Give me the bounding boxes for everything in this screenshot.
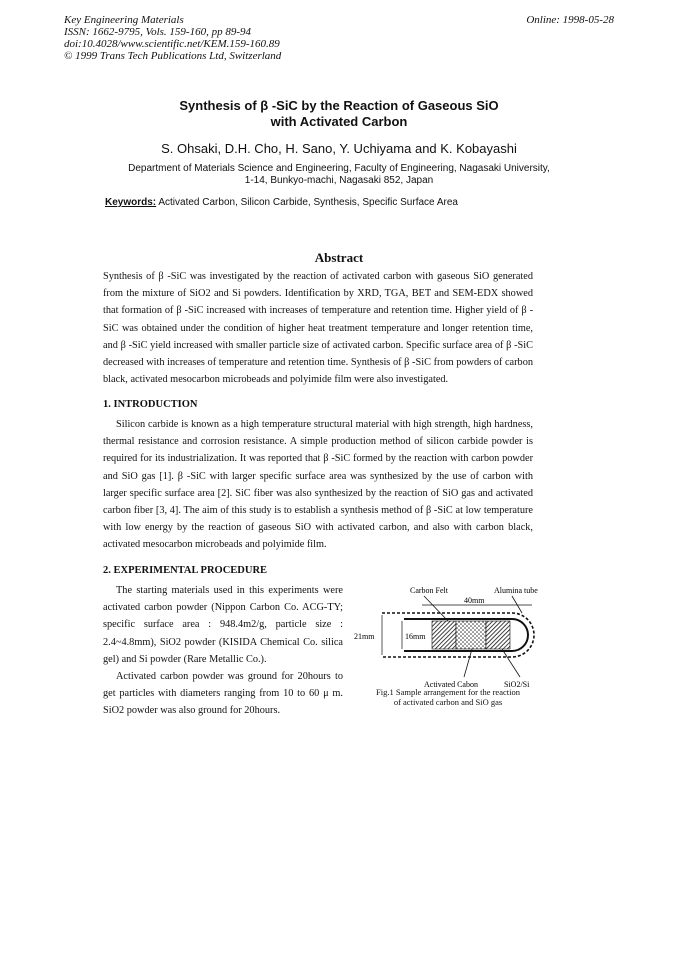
activated-carbon-block	[456, 621, 486, 649]
abstract-text: Synthesis of β -SiC was investigated by the reaction of activated carbon with gaseous SiO generated from the mixture of SiO2 and Si powders. Identification by XRD, TGA, BET and SEM-EDX showed that formation of β -SiC increased with increases of temperature and retention time. Higher yield of β -SiC was obtained under the condition of higher heat treatment temperature and longer retention time, and β -SiC yield increased with smaller particle size of activated carbon. Specific surface area of β -SiC decreased with increases of temperature and retention time. Synthesis of β -SiC from powders of carbon black, activated mesocarbon microbeads and polyimide film were also investigated.	[103, 271, 533, 386]
keywords-label: Keywords:	[105, 197, 157, 208]
affiliation-line-2: 1-14, Bunkyo-machi, Nagasaki 852, Japan	[244, 175, 434, 186]
label-sio2-si: SiO2/Si	[504, 680, 530, 689]
label-21mm: 21mm	[354, 632, 375, 641]
experimental-text	[103, 582, 343, 720]
intro-text: Silicon carbide is known as a high temperature structural material with high strength, high hardness, thermal resistance and corrosion resistance. A simple production method of silicon carbide powder is required for its industrialization. It was reported that β -SiC formed by the reaction with carbon powder and SiO gas [1]. β -SiC with larger specific surface area was synthesized by the use of carbon with larger specific surface area [2]. SiC fiber was also synthesized by the reaction of SiO gas and activated carbon fiber [3, 4]. The aim of this study is to establish a synthesis method of β -SiC at low temperature with low energy by the reaction of gaseous SiO with activated carbon, and also with carbon black, activated mesocarbon microbeads and polyimide film.	[103, 419, 533, 551]
carbon-felt-block	[432, 621, 456, 649]
journal-name: Key Engineering Materials	[64, 14, 184, 26]
pointer-carbon-felt	[424, 596, 448, 621]
label-16mm: 16mm	[405, 632, 426, 641]
experimental-paragraph-1: The starting materials used in this experiments were activated carbon powder (Nippon Carbon Co. ACG-TY; specific surface area : 948.4m2/g, particle size : 2.4~4.8mm), SiO2 powder (KISIDA Chemical Co. silica gel) and Si powder (Rare Metallic Co.).	[103, 585, 343, 665]
intro-heading: 1. INTRODUCTION	[103, 399, 198, 410]
issn-line: ISSN: 1662-9795, Vols. 159-160, pp 89-94	[64, 26, 251, 38]
copyright-line: © 1999 Trans Tech Publications Ltd, Switzerland	[64, 50, 282, 62]
journal-header	[64, 14, 281, 62]
label-activated-carbon: Activated Cabon	[424, 680, 478, 689]
authors: S. Ohsaki, D.H. Cho, H. Sano, Y. Uchiyama and K. Kobayashi	[161, 141, 517, 156]
title-line-2: with Activated Carbon	[270, 114, 408, 129]
sio2-si-block	[486, 621, 510, 649]
doi-line[interactable]: doi:10.4028/www.scientific.net/KEM.159-160.89	[64, 38, 280, 50]
keywords-text: Activated Carbon, Silicon Carbide, Synthesis, Specific Surface Area	[158, 197, 458, 208]
label-alumina-tube: Alumina tube	[494, 586, 538, 595]
paper-title	[0, 98, 678, 130]
affiliation-line-1: Department of Materials Science and Engineering, Faculty of Engineering, Nagasaki University,	[128, 163, 550, 174]
sample-arrangement-diagram	[352, 583, 544, 693]
pointer-activated-carbon	[464, 649, 472, 677]
experimental-heading: 2. EXPERIMENTAL PROCEDURE	[103, 565, 268, 576]
affiliation	[0, 163, 678, 187]
caption-line-2: of activated carbon and SiO gas	[393, 697, 503, 707]
pointer-sio2-si	[502, 649, 520, 677]
online-date: Online: 1998-05-28	[526, 14, 614, 26]
figure-1-caption	[352, 687, 544, 707]
pointer-alumina-tube	[512, 596, 522, 613]
abstract-heading: Abstract	[314, 250, 364, 265]
title-line-1: Synthesis of β -SiC by the Reaction of Gaseous SiO	[179, 98, 499, 113]
keywords	[105, 197, 458, 208]
label-carbon-felt: Carbon Felt	[410, 586, 448, 595]
experimental-paragraph-2: Activated carbon powder was ground for 20hours to get particles with diameters ranging from 10 to 60 μ m. SiO2 powder was also ground for 20hours.	[103, 671, 343, 717]
caption-line-1: Fig.1 Sample arrangement for the reaction	[376, 687, 520, 697]
label-40mm: 40mm	[464, 596, 485, 605]
